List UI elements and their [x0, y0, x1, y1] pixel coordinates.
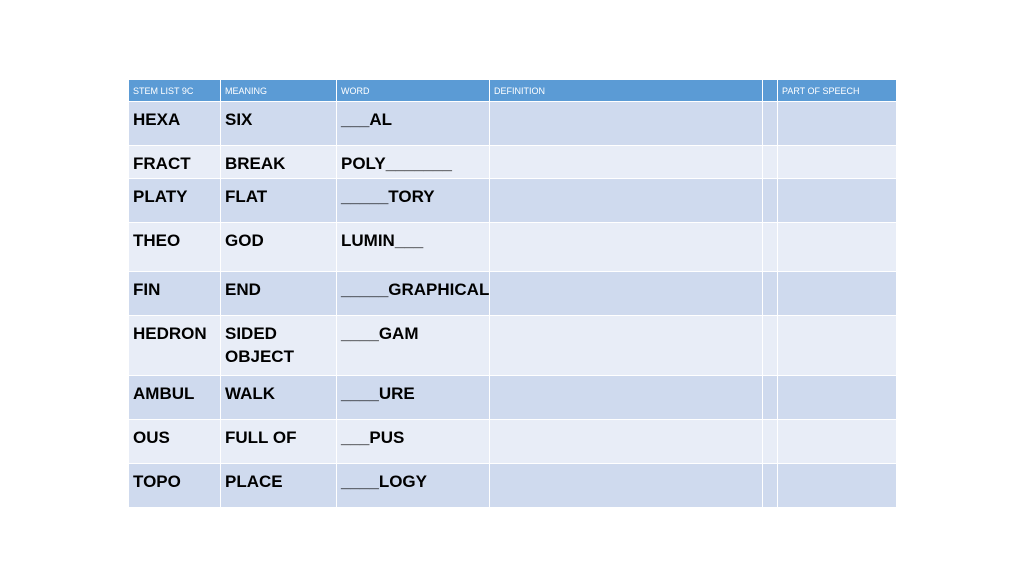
table-row — [129, 272, 897, 316]
header-part-of-speech: PART OF SPEECH — [778, 80, 897, 102]
cell-part-of-speech[interactable] — [778, 223, 897, 272]
header-definition: DEFINITION — [490, 80, 763, 102]
cell-part-of-speech[interactable] — [778, 272, 897, 316]
cell-word: _____GRAPHICAL — [337, 272, 490, 316]
cell-extra[interactable] — [763, 223, 778, 272]
cell-part-of-speech[interactable] — [778, 376, 897, 420]
cell-part-of-speech[interactable] — [778, 146, 897, 179]
cell-stem: HEDRON — [129, 316, 221, 376]
cell-definition[interactable] — [490, 376, 763, 420]
cell-extra[interactable] — [763, 420, 778, 464]
cell-extra[interactable] — [763, 464, 778, 508]
cell-meaning: PLACE — [221, 464, 337, 508]
cell-part-of-speech[interactable] — [778, 179, 897, 223]
cell-definition[interactable] — [490, 464, 763, 508]
cell-stem: AMBUL — [129, 376, 221, 420]
cell-extra[interactable] — [763, 102, 778, 146]
cell-definition[interactable] — [490, 179, 763, 223]
cell-definition[interactable] — [490, 420, 763, 464]
cell-word: ____GAM — [337, 316, 490, 376]
cell-meaning: FLAT — [221, 179, 337, 223]
cell-extra[interactable] — [763, 146, 778, 179]
cell-word: ____URE — [337, 376, 490, 420]
cell-definition[interactable] — [490, 272, 763, 316]
table-row — [129, 464, 897, 508]
cell-stem: FRACT — [129, 146, 221, 179]
cell-word: POLY_______ — [337, 146, 490, 179]
table-header-row — [129, 80, 897, 102]
cell-meaning: SIDED OBJECT — [221, 316, 337, 376]
cell-meaning: BREAK — [221, 146, 337, 179]
stem-list-table — [128, 79, 897, 508]
header-blank — [763, 80, 778, 102]
cell-stem: THEO — [129, 223, 221, 272]
cell-extra[interactable] — [763, 376, 778, 420]
cell-meaning: WALK — [221, 376, 337, 420]
table-row — [129, 316, 897, 376]
cell-part-of-speech[interactable] — [778, 464, 897, 508]
cell-stem: PLATY — [129, 179, 221, 223]
cell-definition[interactable] — [490, 102, 763, 146]
cell-part-of-speech[interactable] — [778, 420, 897, 464]
cell-meaning: FULL OF — [221, 420, 337, 464]
table-row — [129, 420, 897, 464]
cell-word: ___PUS — [337, 420, 490, 464]
cell-part-of-speech[interactable] — [778, 102, 897, 146]
cell-extra[interactable] — [763, 272, 778, 316]
table-row — [129, 223, 897, 272]
cell-stem: HEXA — [129, 102, 221, 146]
table-row — [129, 102, 897, 146]
cell-word: ___AL — [337, 102, 490, 146]
cell-definition[interactable] — [490, 223, 763, 272]
cell-stem: FIN — [129, 272, 221, 316]
cell-word: LUMIN___ — [337, 223, 490, 272]
cell-stem: OUS — [129, 420, 221, 464]
cell-definition[interactable] — [490, 316, 763, 376]
cell-extra[interactable] — [763, 316, 778, 376]
header-meaning: MEANING — [221, 80, 337, 102]
cell-meaning: END — [221, 272, 337, 316]
cell-meaning: GOD — [221, 223, 337, 272]
cell-stem: TOPO — [129, 464, 221, 508]
cell-word: _____TORY — [337, 179, 490, 223]
cell-part-of-speech[interactable] — [778, 316, 897, 376]
header-word: WORD — [337, 80, 490, 102]
header-stem: STEM LIST 9C — [129, 80, 221, 102]
table-row — [129, 179, 897, 223]
table-row — [129, 376, 897, 420]
cell-extra[interactable] — [763, 179, 778, 223]
cell-definition[interactable] — [490, 146, 763, 179]
cell-meaning: SIX — [221, 102, 337, 146]
table-row — [129, 146, 897, 179]
cell-word: ____LOGY — [337, 464, 490, 508]
